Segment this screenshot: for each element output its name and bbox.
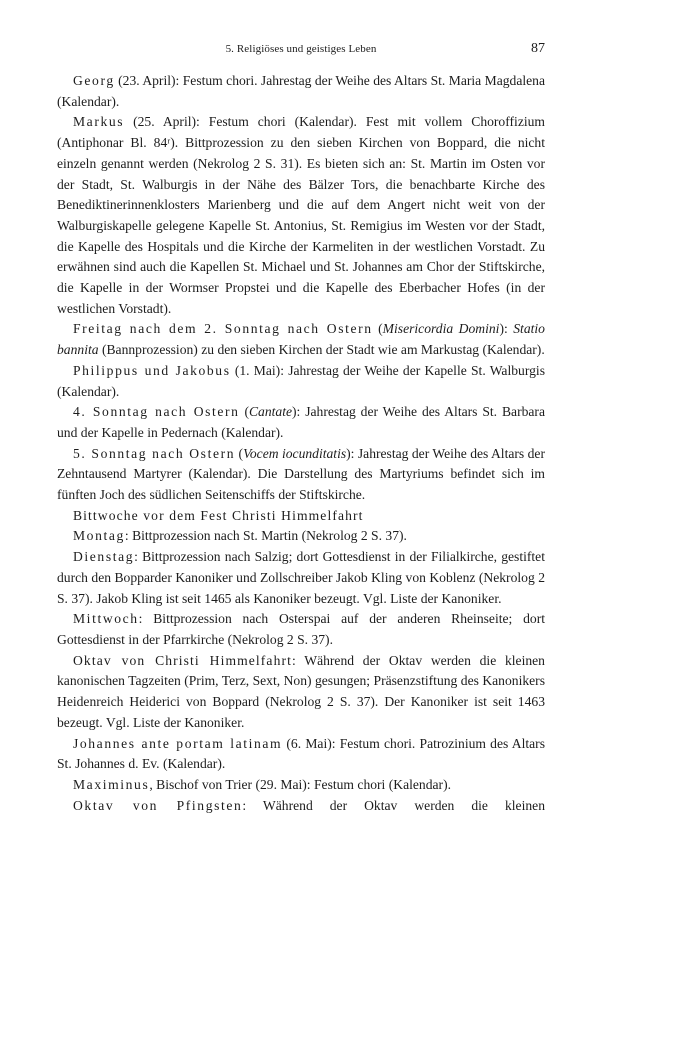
entry-text: ): bbox=[499, 321, 514, 337]
entry-text: ( bbox=[239, 404, 249, 420]
feast-name: Bittwoche vor dem Fest Christi Himmelfahrt bbox=[73, 507, 364, 523]
entry-text: ( bbox=[372, 321, 383, 337]
entry-oktav-pfingsten bbox=[57, 796, 545, 817]
entry-text: : Bittprozession nach Osterspai auf der anderen Rheinseite; dort Gottesdienst in der Pfarrkirche (Nekrolog 2 S. 37). bbox=[57, 611, 545, 647]
feast-name: Markus bbox=[73, 114, 125, 130]
entry-cantate bbox=[57, 402, 545, 443]
entry-text: (1. Mai): Jahrestag der Weihe der Kapelle St. Walburgis (Kalendar). bbox=[57, 362, 545, 399]
chapter-title: 5. Religiöses und geistiges Leben bbox=[225, 43, 377, 55]
entry-italic: Vocem iocunditatis bbox=[243, 445, 347, 461]
page-number: 87 bbox=[531, 41, 545, 56]
feast-name: Dienstag bbox=[73, 549, 135, 565]
entry-italic: Misericordia Domini bbox=[382, 321, 500, 337]
feast-name: Philippus und Jakobus bbox=[73, 362, 231, 378]
entry-text: (23. April): Festum chori. Jahrestag der Weihe des Altars St. Maria Magdalena (Kalendar). bbox=[57, 73, 545, 109]
running-header bbox=[57, 41, 545, 61]
entry-georg bbox=[57, 71, 545, 112]
entry-text: : Während der Oktav werden die kleinen bbox=[242, 797, 545, 813]
entry-text: : Bittprozession nach Salzig; dort Gottesdienst in der Filialkirche, gestiftet durch den Bopparder Kanoniker und Zollschreiber Jakob Kling von Koblenz (Nekrolog 2 S. 37). Jakob Kling ist seit 1465 als Kanoniker bezeugt. Vgl. Liste der Kanoniker. bbox=[57, 549, 545, 606]
entry-dienstag bbox=[57, 547, 545, 609]
entry-vocem bbox=[57, 444, 545, 506]
entry-johannes bbox=[57, 734, 545, 775]
feast-name: 4. Sonntag nach Ostern bbox=[73, 404, 240, 420]
entry-markus bbox=[57, 112, 545, 319]
feast-name: Georg bbox=[73, 73, 115, 88]
entry-text: ): Jahrestag der Weihe des Altars St. Barbara und der Kapelle in Pedernach (Kalendar). bbox=[57, 404, 545, 440]
feast-name: Montag bbox=[73, 528, 125, 544]
feast-name: Johannes ante portam latinam bbox=[73, 735, 283, 751]
entry-mittwoch bbox=[57, 609, 545, 650]
entry-text: (6. Mai): Festum chori. Patrozinium des Altars St. Johannes d. Ev. (Kalendar). bbox=[57, 735, 545, 772]
calendar-text bbox=[57, 71, 545, 816]
feast-name: Mittwoch bbox=[73, 611, 139, 627]
entry-text: : Bittprozession nach St. Martin (Nekrolog 2 S. 37). bbox=[124, 528, 407, 544]
entry-philippus bbox=[57, 361, 545, 402]
entry-freitag bbox=[57, 319, 545, 360]
entry-text: (25. April): Festum chori (Kalendar). Fest mit vollem Choroffizium (Antiphonar Bl. 84ʳ). Bittprozession zu den sieben Kirchen von Boppard, die nicht einzeln genannt werden (Nekrolog 2 S. 31). Es bieten sich an: St. Martin im Osten vor der Stadt, St. Walburgis in der Nähe des Bälzer Tors, die benachbarte Kirche des Benediktinerinnenklosters Marienberg und die auf dem Angert nicht weit von der Walburgiskapelle gelegene Kapelle St. Antonius, St. Remigius im Westen vor der Stadt, die Kapelle des Hospitals und die Kirche der Karmeliten in der westlichen Vorstadt. Zu erwähnen sind auch die Kapellen St. Michael und St. Johannes am Chor der Stiftskirche, die Kapelle in der Wormser Propstei und die Kapelle des Eberbacher Hofes (in der westlichen Vorstadt). bbox=[57, 114, 545, 316]
entry-oktav-himmelfahrt bbox=[57, 651, 545, 734]
entry-text: ): Jahrestag der Weihe des Altars der Zehntausend Martyrer (Kalendar). Die Darstellung des Martyriums befindet sich im fünften Joch des südlichen Seitenschiffs der Stiftskirche. bbox=[57, 445, 545, 503]
feast-name: Oktav von Pfingsten bbox=[73, 797, 243, 813]
feast-name: Maximinus bbox=[73, 776, 150, 792]
entry-maximinus bbox=[57, 775, 545, 796]
entry-italic: Statio bannita bbox=[57, 321, 545, 358]
entry-bittwoche bbox=[57, 506, 545, 527]
entry-text: (Bannprozession) zu den sieben Kirchen der Stadt wie am Markustag (Kalendar). bbox=[98, 342, 545, 358]
feast-name: 5. Sonntag nach Ostern bbox=[73, 445, 236, 461]
entry-text: , Bischof von Trier (29. Mai): Festum chori (Kalendar). bbox=[149, 776, 452, 792]
entry-italic: Cantate bbox=[248, 404, 293, 420]
feast-name: Oktav von Christi Himmelfahrt bbox=[73, 652, 292, 668]
entry-montag bbox=[57, 526, 545, 547]
entry-text: : Während der Oktav werden die kleinen kanonischen Tagzeiten (Prim, Terz, Sext, Non) gesungen; Präsenzstiftung des Kanonikers Heidenreich Heiderici von Boppard (Nekrolog 2 S. 37). Der Kanoniker ist seit 1463 bezeugt. Vgl. Liste der Kanoniker. bbox=[57, 652, 545, 730]
entry-text: ( bbox=[235, 445, 244, 461]
feast-name: Freitag nach dem 2. Sonntag nach Ostern bbox=[73, 321, 373, 337]
